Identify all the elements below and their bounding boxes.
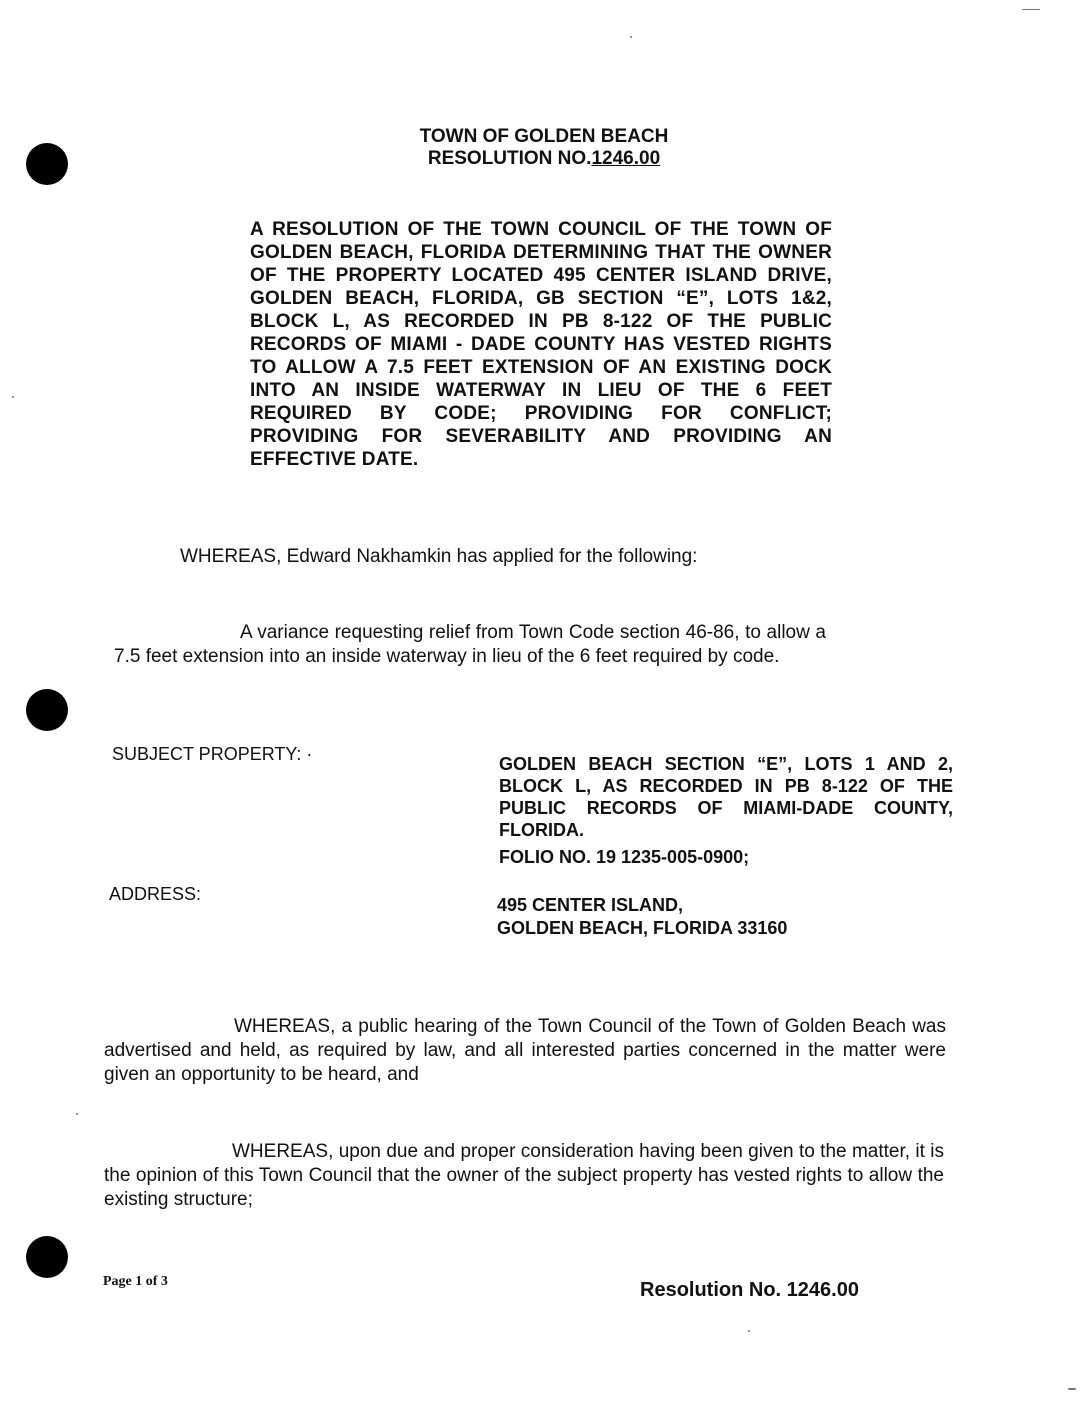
whereas-applicant: WHEREAS, Edward Nakhamkin has applied for the following: xyxy=(180,546,698,567)
subject-property-label: SUBJECT PROPERTY: · xyxy=(112,744,313,764)
whereas-hearing: WHEREAS, a public hearing of the Town Council of the Town of Golden Beach was advertised and held, as required by law, and all interested parties concerned in the matter were given an opportunity to be heard, and xyxy=(104,1016,946,1085)
footer-resolution-number: Resolution No. 1246.00 xyxy=(640,1279,859,1301)
folio-number: FOLIO NO. 19 1235-005-0900; xyxy=(499,847,750,867)
town-name: TOWN OF GOLDEN BEACH xyxy=(419,126,669,147)
scan-speck xyxy=(630,36,632,38)
town-title xyxy=(0,126,1088,148)
page-number: Page 1 of 3 xyxy=(103,1274,168,1289)
address-line-2: GOLDEN BEACH, FLORIDA 33160 xyxy=(497,918,788,938)
address-label: ADDRESS: xyxy=(109,884,202,904)
scan-speck xyxy=(76,1113,78,1115)
scan-speck xyxy=(12,396,14,398)
resolution-prefix: RESOLUTION NO. xyxy=(427,148,592,169)
resolution-heading xyxy=(0,148,1088,170)
resolution-number: 1246.00 xyxy=(591,148,661,169)
whereas-consideration: WHEREAS, upon due and proper consideration having been given to the matter, it is the opinion of this Town Council that the owner of the subject property has vested rights to allow the existing structure; xyxy=(104,1141,944,1210)
resolution-summary: A RESOLUTION OF THE TOWN COUNCIL OF THE TOWN OF GOLDEN BEACH, FLORIDA DETERMINING THAT THE OWNER OF THE PROPERTY LOCATED 495 CENTER ISLAND DRIVE, GOLDEN BEACH, FLORIDA, GB SECTION “E”, LOTS 1&2, BLOCK L, AS RECORDED IN PB 8-122 OF THE PUBLIC RECORDS OF MIAMI - DADE COUNTY HAS VESTED RIGHTS TO ALLOW A 7.5 FEET EXTENSION OF AN EXISTING DOCK INTO AN INSIDE WATERWAY IN LIEU OF THE 6 FEET REQUIRED BY CODE; PROVIDING FOR CONFLICT; PROVIDING FOR SEVERABILITY AND PROVIDING AN EFFECTIVE DATE. xyxy=(250,219,832,470)
punch-hole-middle xyxy=(26,689,68,731)
variance-paragraph: A variance requesting relief from Town Code section 46-86, to allow a 7.5 feet extension into an inside waterway in lieu of the 6 feet required by code. xyxy=(114,622,826,667)
scan-speck xyxy=(1022,9,1040,10)
subject-property-description: GOLDEN BEACH SECTION “E”, LOTS 1 AND 2, BLOCK L, AS RECORDED IN PB 8-122 OF THE PUBLIC RECORDS OF MIAMI-DADE COUNTY, FLORIDA. xyxy=(499,754,953,840)
scan-speck xyxy=(748,1330,750,1332)
scan-speck xyxy=(1068,1388,1076,1390)
punch-hole-bottom xyxy=(26,1236,68,1278)
address-line-1: 495 CENTER ISLAND, xyxy=(497,895,684,915)
